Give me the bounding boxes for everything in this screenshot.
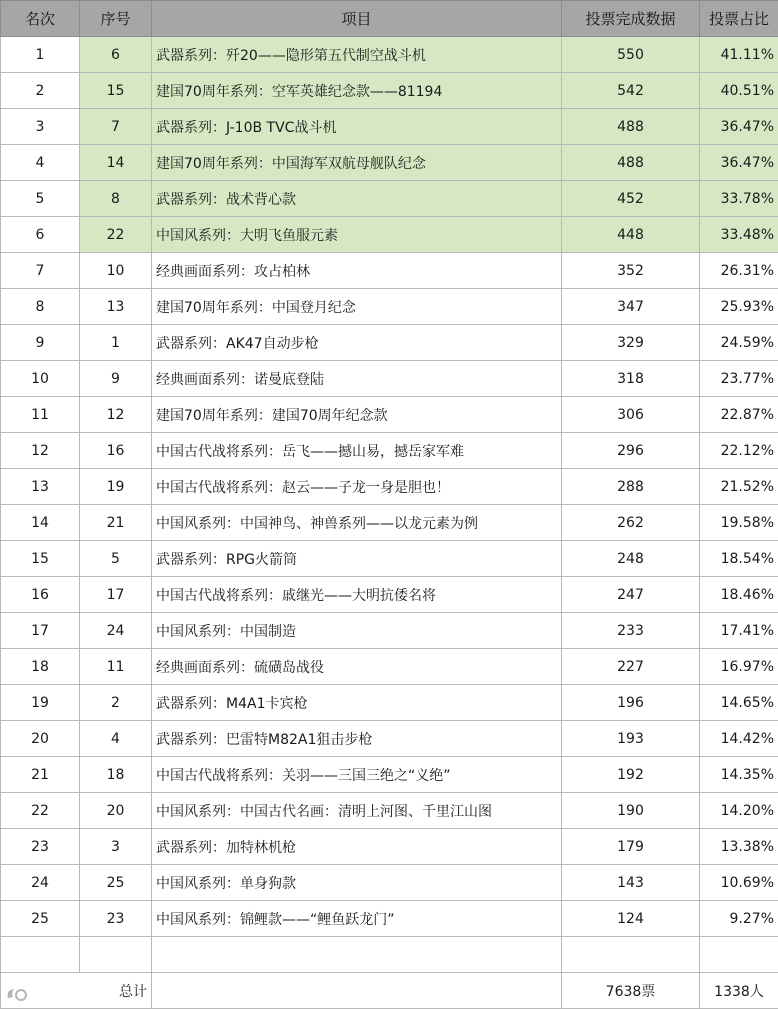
pct-cell: 13.38% [700, 829, 778, 865]
pct-cell: 41.11% [700, 37, 778, 73]
pct-cell: 14.42% [700, 721, 778, 757]
votes-cell: 262 [562, 505, 700, 541]
item-cell: 建国70周年系列：空军英雄纪念款——81194 [152, 73, 562, 109]
pct-cell: 19.58% [700, 505, 778, 541]
seq-cell: 11 [80, 649, 152, 685]
rank-cell: 16 [1, 577, 80, 613]
seq-cell: 24 [80, 613, 152, 649]
table-row [1, 145, 778, 181]
votes-cell: 488 [562, 109, 700, 145]
seq-cell: 6 [80, 37, 152, 73]
votes-cell: 288 [562, 469, 700, 505]
table-row [1, 685, 778, 721]
item-cell: 中国风系列：单身狗款 [152, 865, 562, 901]
item-cell: 武器系列：加特林机枪 [152, 829, 562, 865]
seq-cell: 17 [80, 577, 152, 613]
header-item: 项目 [152, 1, 562, 37]
item-cell: 建国70周年系列：中国登月纪念 [152, 289, 562, 325]
header-pct: 投票占比 [700, 1, 778, 37]
seq-cell: 9 [80, 361, 152, 397]
votes-cell: 542 [562, 73, 700, 109]
table-row [1, 577, 778, 613]
seq-cell: 1 [80, 325, 152, 361]
pct-cell: 24.59% [700, 325, 778, 361]
table-row [1, 433, 778, 469]
seq-cell: 2 [80, 685, 152, 721]
item-cell: 中国风系列：中国神鸟、神兽系列——以龙元素为例 [152, 505, 562, 541]
rank-cell: 13 [1, 469, 80, 505]
table-header [1, 1, 778, 37]
header-rank: 名次 [1, 1, 80, 37]
votes-cell: 193 [562, 721, 700, 757]
pct-cell: 36.47% [700, 109, 778, 145]
rank-cell: 21 [1, 757, 80, 793]
rank-cell: 9 [1, 325, 80, 361]
item-cell: 武器系列：J-10B TVC战斗机 [152, 109, 562, 145]
table-row [1, 505, 778, 541]
votes-cell: 227 [562, 649, 700, 685]
item-cell: 经典画面系列：诺曼底登陆 [152, 361, 562, 397]
rank-cell: 15 [1, 541, 80, 577]
header-votes: 投票完成数据 [562, 1, 700, 37]
rank-cell: 14 [1, 505, 80, 541]
seq-cell: 8 [80, 181, 152, 217]
item-cell: 中国风系列：锦鲤款——“鲤鱼跃龙门” [152, 901, 562, 937]
pct-cell: 14.35% [700, 757, 778, 793]
table-row [1, 721, 778, 757]
table-row [1, 361, 778, 397]
pct-cell: 33.48% [700, 217, 778, 253]
votes-cell: 352 [562, 253, 700, 289]
seq-cell: 19 [80, 469, 152, 505]
votes-cell: 179 [562, 829, 700, 865]
item-cell: 武器系列：M4A1卡宾枪 [152, 685, 562, 721]
rank-cell: 1 [1, 37, 80, 73]
pct-cell: 21.52% [700, 469, 778, 505]
seq-cell: 23 [80, 901, 152, 937]
rank-cell: 10 [1, 361, 80, 397]
table-row [1, 289, 778, 325]
votes-cell: 124 [562, 901, 700, 937]
pct-cell: 10.69% [700, 865, 778, 901]
rank-cell: 8 [1, 289, 80, 325]
table-row [1, 793, 778, 829]
seq-cell: 20 [80, 793, 152, 829]
votes-cell: 143 [562, 865, 700, 901]
table-row [1, 829, 778, 865]
rank-cell: 22 [1, 793, 80, 829]
item-cell: 中国风系列：中国古代名画：清明上河图、千里江山图 [152, 793, 562, 829]
pct-cell: 36.47% [700, 145, 778, 181]
seq-cell: 15 [80, 73, 152, 109]
table-row [1, 217, 778, 253]
votes-cell: 452 [562, 181, 700, 217]
pct-cell: 26.31% [700, 253, 778, 289]
header-seq: 序号 [80, 1, 152, 37]
votes-cell: 347 [562, 289, 700, 325]
pct-cell: 14.20% [700, 793, 778, 829]
rank-cell: 25 [1, 901, 80, 937]
rank-cell: 11 [1, 397, 80, 433]
rank-cell: 23 [1, 829, 80, 865]
pct-cell: 18.54% [700, 541, 778, 577]
votes-cell: 306 [562, 397, 700, 433]
rank-cell: 6 [1, 217, 80, 253]
seq-cell: 3 [80, 829, 152, 865]
votes-cell: 318 [562, 361, 700, 397]
pct-cell: 17.41% [700, 613, 778, 649]
table-row [1, 541, 778, 577]
rank-cell: 24 [1, 865, 80, 901]
header-row [1, 1, 778, 37]
rank-cell: 5 [1, 181, 80, 217]
table-row [1, 901, 778, 937]
votes-cell: 192 [562, 757, 700, 793]
item-cell: 武器系列：战术背心款 [152, 181, 562, 217]
total-label: 总计 [1, 973, 152, 1009]
item-cell: 中国古代战将系列：关羽——三国三绝之“义绝” [152, 757, 562, 793]
total-empty-cell [152, 973, 562, 1009]
blank-cell [80, 937, 152, 973]
seq-cell: 25 [80, 865, 152, 901]
total-row [1, 973, 778, 1009]
pct-cell: 18.46% [700, 577, 778, 613]
blank-cell [152, 937, 562, 973]
votes-cell: 248 [562, 541, 700, 577]
table-row [1, 325, 778, 361]
table-row [1, 181, 778, 217]
table-row [1, 613, 778, 649]
blank-row [1, 937, 778, 973]
total-people: 1338人 [700, 973, 778, 1009]
pct-cell: 23.77% [700, 361, 778, 397]
table-row [1, 757, 778, 793]
item-cell: 中国古代战将系列：赵云——子龙一身是胆也！ [152, 469, 562, 505]
item-cell: 武器系列：巴雷特M82A1狙击步枪 [152, 721, 562, 757]
pct-cell: 22.87% [700, 397, 778, 433]
pct-cell: 16.97% [700, 649, 778, 685]
votes-cell: 296 [562, 433, 700, 469]
rank-cell: 4 [1, 145, 80, 181]
votes-cell: 247 [562, 577, 700, 613]
pct-cell: 40.51% [700, 73, 778, 109]
table-row [1, 109, 778, 145]
pct-cell: 14.65% [700, 685, 778, 721]
votes-cell: 190 [562, 793, 700, 829]
blank-cell [562, 937, 700, 973]
item-cell: 中国古代战将系列：岳飞——撼山易，撼岳家军难 [152, 433, 562, 469]
item-cell: 武器系列：歼20——隐形第五代制空战斗机 [152, 37, 562, 73]
seq-cell: 18 [80, 757, 152, 793]
seq-cell: 16 [80, 433, 152, 469]
pct-cell: 9.27% [700, 901, 778, 937]
table-row [1, 397, 778, 433]
pct-cell: 25.93% [700, 289, 778, 325]
rank-cell: 18 [1, 649, 80, 685]
table-row [1, 649, 778, 685]
votes-cell: 233 [562, 613, 700, 649]
votes-cell: 329 [562, 325, 700, 361]
table-row [1, 253, 778, 289]
item-cell: 经典画面系列：攻占柏林 [152, 253, 562, 289]
seq-cell: 4 [80, 721, 152, 757]
rank-cell: 17 [1, 613, 80, 649]
item-cell: 中国风系列：中国制造 [152, 613, 562, 649]
item-cell: 建国70周年系列：中国海军双航母舰队纪念 [152, 145, 562, 181]
table-row [1, 73, 778, 109]
seq-cell: 13 [80, 289, 152, 325]
pct-cell: 22.12% [700, 433, 778, 469]
table-body [1, 37, 778, 937]
rank-cell: 2 [1, 73, 80, 109]
item-cell: 武器系列：AK47自动步枪 [152, 325, 562, 361]
seq-cell: 22 [80, 217, 152, 253]
item-cell: 中国风系列：大明飞鱼服元素 [152, 217, 562, 253]
seq-cell: 21 [80, 505, 152, 541]
rank-cell: 19 [1, 685, 80, 721]
item-cell: 中国古代战将系列：戚继光——大明抗倭名将 [152, 577, 562, 613]
blank-cell [1, 937, 80, 973]
rank-cell: 20 [1, 721, 80, 757]
rank-cell: 7 [1, 253, 80, 289]
blank-cell [700, 937, 778, 973]
table-row [1, 37, 778, 73]
rank-cell: 3 [1, 109, 80, 145]
item-cell: 建国70周年系列：建国70周年纪念款 [152, 397, 562, 433]
seq-cell: 7 [80, 109, 152, 145]
pct-cell: 33.78% [700, 181, 778, 217]
item-cell: 经典画面系列：硫磺岛战役 [152, 649, 562, 685]
seq-cell: 10 [80, 253, 152, 289]
seq-cell: 14 [80, 145, 152, 181]
total-votes: 7638票 [562, 973, 700, 1009]
table-footer [1, 937, 778, 1009]
item-cell: 武器系列：RPG火箭筒 [152, 541, 562, 577]
seq-cell: 12 [80, 397, 152, 433]
votes-cell: 488 [562, 145, 700, 181]
votes-cell: 448 [562, 217, 700, 253]
rank-cell: 12 [1, 433, 80, 469]
table-row [1, 865, 778, 901]
votes-cell: 196 [562, 685, 700, 721]
table-row [1, 469, 778, 505]
votes-cell: 550 [562, 37, 700, 73]
seq-cell: 5 [80, 541, 152, 577]
